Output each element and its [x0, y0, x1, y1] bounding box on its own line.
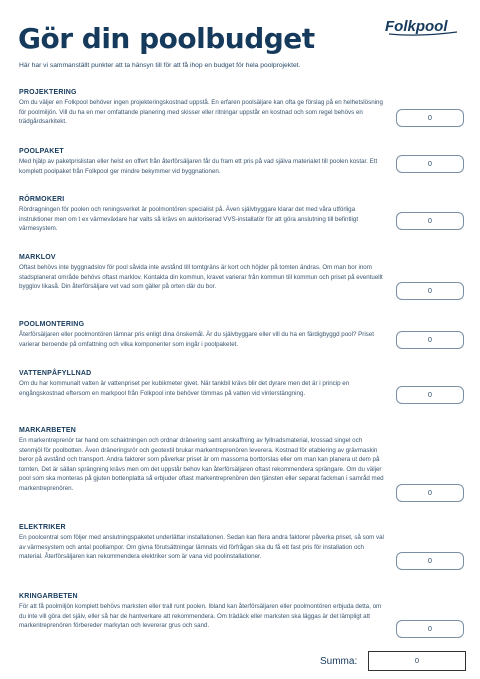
section-heading: KRINGARBETEN [19, 593, 78, 600]
section-heading: POOLMONTERING [19, 321, 85, 328]
amount-field-marklov[interactable]: 0 [396, 282, 464, 300]
section-heading: POOLPAKET [19, 148, 64, 155]
total-label: Summa: [320, 656, 358, 667]
section-heading: PROJEKTERING [19, 89, 77, 96]
section-heading: ELEKTRIKER [19, 524, 66, 531]
section-text: Om du har kommunalt vatten är vattenpriset per kubikmeter givet. När tankbil krävs blir det dyrare men det är i princip en engångskostnad eftersom en markpool från Folkpool inte behöver tömmas på vatten vid vinterstängning. [19, 380, 350, 397]
section-heading: VATTENPÅFYLLNAD [19, 370, 92, 377]
amount-field-markarbeten[interactable]: 0 [396, 484, 464, 502]
intro-text: Här har vi sammanställt punkter att ta hänsyn till för att få ihop en budget för hela poolprojektet. [19, 62, 301, 69]
section-heading: RÖRMOKERI [19, 196, 65, 203]
folkpool-logo [383, 15, 461, 37]
svg-text:Folkpool: Folkpool [385, 18, 448, 35]
section-text: Oftast behövs inte byggnadslov för pool såvida inte avstånd till tomtgräns är kort och höjder på tomten ändras. Om man bor inom stadsplanerat område behövs oftast marklov. Kontakta din kommun, kravet varierar från kommun till kommun och priset på eventuellt bygglov likaså. Din återförsäljare vet vad som gäller på orten där du bor. [19, 264, 383, 291]
section-marklov [19, 254, 385, 292]
section-heading: MARKARBETEN [19, 427, 77, 434]
amount-field-vattenpafyllnad[interactable]: 0 [396, 386, 464, 404]
amount-field-rormokeri[interactable]: 0 [396, 212, 464, 230]
section-projektering [19, 89, 385, 127]
section-text: En poolcentral som följer med anslutningspaketet underlättar installationen. Sedan kan flera andra faktorer påverka priset, så som val av värmesystem och antal poollampor. Om givna förutsättningar lämnats vid förfrågan ska du få ett fast pris för installation och material. Återförsäljaren kan rekommendera elektriker som är vana vid poolinstallationer. [19, 534, 384, 561]
section-text: Återförsäljaren eller poolmontören lämnar pris enligt dina önskemål. Är du självbyggare eller vill du ha en färdigbyggd pool? Priset varierar beroende på omfattning och vilka komponenter som ingår i poolpaketet. [19, 331, 374, 348]
total-field[interactable]: 0 [368, 651, 466, 671]
section-markarbeten [19, 427, 385, 494]
section-poolmontering [19, 321, 385, 349]
section-kringarbeten [19, 593, 385, 631]
amount-field-elektriker[interactable]: 0 [396, 552, 464, 570]
amount-field-poolmontering[interactable]: 0 [396, 331, 464, 349]
amount-field-kringarbeten[interactable]: 0 [396, 620, 464, 638]
section-text: Om du väljer en Folkpool behöver ingen projekteringskostnad uppstå. En erfaren poolsäljare kan ofta ge förslag på en helhetslösning för poolmiljön. Vill du ha en mer omfattande planering med skisser eller ritningar uppstår en kostnad och som regel behövs en trädgårdsarkitekt. [19, 99, 383, 126]
section-elektriker [19, 524, 385, 562]
amount-field-projektering[interactable]: 0 [396, 109, 464, 127]
section-text: En markentreprenör tar hand om schaktningen och ordnar dränering samt anskaffning av fyllnadsmaterial, krossad singel och stenmjöl för poolbotten. Även dräneringsrör och geotextil brukar markentreprenören leverera. Kostnad för etablering av grävmaskin beror på avstånd och transport. Andra faktorer som påverkar priset är om massorna borttorslas eller om man kan planera ut dem på tomten. Det är sällan sprängning krävs men om det uppstår behov kan återförsäljaren oftast rekommendera sprängare. Om du väljer pool som ska monteras på gjuten bottenplatta så erbjuder oftast markentreprenören den tjänsten eller separat fackman i samråd med markentreprenören. [19, 437, 384, 492]
amount-field-poolpaket[interactable]: 0 [396, 155, 464, 173]
section-vattenpafyllnad [19, 370, 385, 398]
section-text: För att få poolmiljön komplett behövs marksten eller trall runt poolen. Ibland kan återförsäljaren eller poolmontören erbjuda detta, om du inte vill göra det själv, eller så har de hantverkare att rekommendera. Om trädäck eller marksten ska läggas är det lämpligt att markentreprenören förbereder markytan och levererar grus och sand. [19, 603, 382, 630]
section-rormokeri [19, 196, 385, 234]
section-poolpaket [19, 148, 385, 176]
section-heading: MARKLOV [19, 254, 56, 261]
section-text: Rördragningen för poolen och reningsverket är poolmontören specialist på. Även självbyggare klarar det med våra utförliga instruktioner men om t ex värmeväxlare har valts så krävs en auktoriserad VVS-installatör för att göra anslutning till befintligt värmesystem. [19, 206, 359, 233]
section-text: Med hjälp av paketprislistan eller helst en offert från återförsäljaren får du fram ett pris på vad själva materialet till poolen kostar. Ett komplett poolpaket från Folkpool ger mindre bekymmer vid byggnationen. [19, 158, 378, 175]
page-title: Gör din poolbudget [18, 22, 315, 55]
